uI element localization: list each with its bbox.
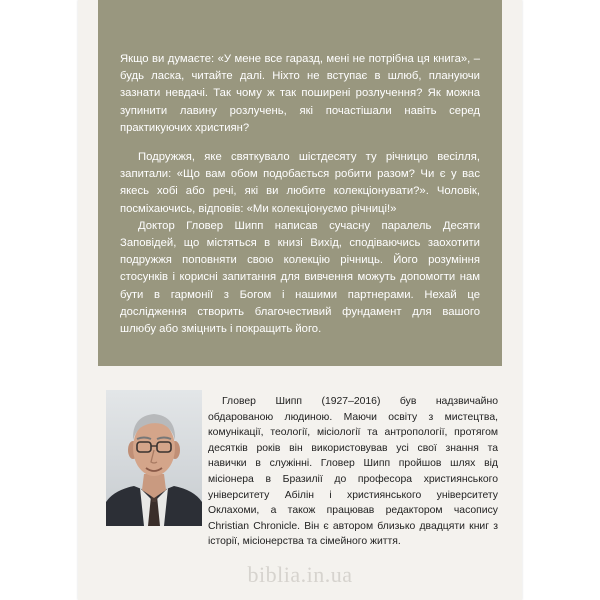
author-photo [106,390,202,526]
description-panel [98,0,502,366]
author-portrait-image [106,390,202,526]
book-back-cover [78,0,522,600]
blurb-paragraph-2: Подружжя, яке святкувало шістдесяту ту річницю весілля, запитали: «Що вам обом подобається робити разом? Чи є у вас якесь хобі або речі, які ви любите колекціонувати?». Чоловік, посміхаючись, відповів: «Ми колекціонуємо річниці!» [120,151,480,215]
blurb-paragraph-3: Доктор Гловер Шипп написав сучасну паралель Десяти Заповідей, що містяться в книзі Вихід, сподіваючись заохотити подружжя поповняти свою колекцію річниць. Його розуміння стосунків і корисні запитання для вивчення можуть допомогти нам бути в гармонії з Богом і нашими партнерами. Нехай це дослідження створить благочестивий фундамент для вашого шлюбу або зміцнить і покращить його. [120,219,480,336]
watermark: biblia.in.ua [247,562,353,587]
blurb-paragraph-1: Якщо ви думаєте: «У мене все гаразд, мені не потрібна ця книга», – будь ласка, читайте далі. Ніхто не вступає в шлюб, плануючи зазнати невдачі. Так чому ж так поширені розлучення? Як можна зупинити лавину розлучень, які почастішали навіть серед практикуючих християн? [120,53,480,134]
author-bio: Гловер Шипп (1927–2016) був надзвичайно обдарованою людиною. Маючи освіту з мистецтва, комунікації, теології, місіології та антропології, протягом десятків років він використовував усі свої знання та навички в служінні. Гловер Шипп пройшов шлях від місіонера в Бразилії до професора християнського університету Абілін і християнського університету Оклахоми, а також працював редактором часопису Christian Chronicle. Він є автором близько двадцяти книг з історії, місіонерства та сімейного життя. [208,396,498,548]
